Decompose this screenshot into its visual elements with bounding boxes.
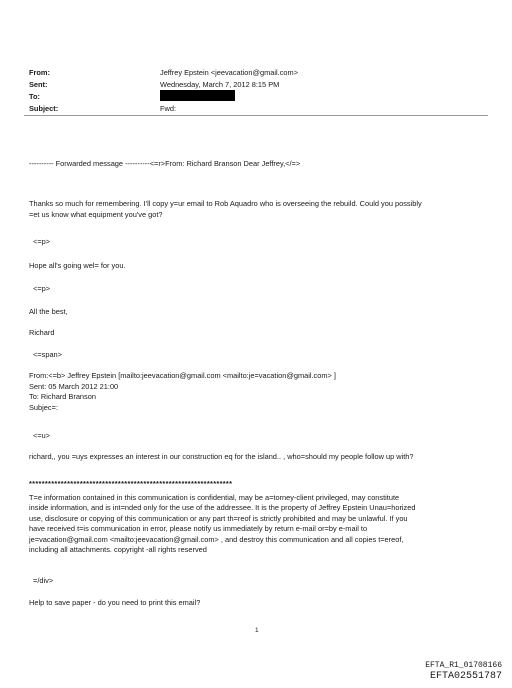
bates-code-1: EFTA_R1_01708166 [425,661,502,670]
subject-value: Fwd: [160,104,177,113]
quoted-subject: Subjec=: [29,402,58,412]
reply-paragraph [29,199,484,220]
all-best-line: All the best, [29,307,68,316]
richard-message: richard,, you =uys expresses an interest in our construction eq for the island.. , who=should my people follow up with? [29,452,414,461]
richard-signature: Richard [29,328,55,337]
subject-label: Subject: [29,104,59,113]
quoted-header [29,371,484,413]
hope-line: Hope all's going wel= for you. [29,261,126,270]
reply-line-1: Thanks so much for remembering. I'll copy y=ur email to Rob Aquadro who is overseeing the rebuild. Could you possibly [29,199,422,208]
div-close-tag: =/div> [33,576,54,585]
sent-value: Wednesday, March 7, 2012 8:15 PM [160,80,280,89]
star-separator: **************************************************************** [29,479,233,488]
confidentiality-notice [29,493,484,555]
tag-p-2: <=p> [33,284,51,293]
quoted-sent: Sent: 05 March 2012 21:00 [29,381,119,391]
redaction-box [160,90,235,101]
conf-line-3: use, disclosure or copying of this communication or any part th=reof is strictly prohibited and may be unlawful. If you [29,513,408,523]
help-line: Help to save paper - do you need to print this email? [29,598,201,607]
forwarded-line: ---------- Forwarded message ----------<=r>From: Richard Branson Dear Jeffrey,</=> [29,159,301,168]
header-rule [24,115,488,116]
tag-p-1: <=p> [33,237,51,246]
conf-line-6: including all attachments. copyright -all rights reserved [29,545,207,555]
quoted-to: To: Richard Branson [29,392,96,401]
to-label: To: [29,92,40,101]
conf-line-4: have received t=is communication in error, please notify us immediately by return e-mail or=by e-mail to [29,524,368,534]
quoted-from: From:<=b> Jeffrey Epstein [mailto:jeevacation@gmail.com <mailto:je=vacation@gmail.com> ] [29,371,336,380]
conf-line-2: inside information, and is int=nded only for the use of the addressee. It is the property of Jeffrey Epstein Unau=horized [29,503,416,513]
conf-line-5: je=vacation@gmail.com <mailto:jeevacation@gmail.com> , and destroy this communication and all copies t=ereof, [29,534,404,544]
from-label: From: [29,68,50,77]
reply-line-2: =et us know what equipment you've got? [29,209,163,219]
sent-label: Sent: [29,80,48,89]
bates-code-2: EFTA02551787 [429,671,502,682]
tag-u: <=u> [33,431,51,440]
page-number: 1 [255,627,259,634]
conf-line-1: T=e information contained in this communication is confidential, may be a=torney-client privileged, may constitute [29,493,400,502]
span-tag: <=span> [33,350,62,359]
from-value: Jeffrey Epstein <jeevacation@gmail.com> [160,68,299,77]
